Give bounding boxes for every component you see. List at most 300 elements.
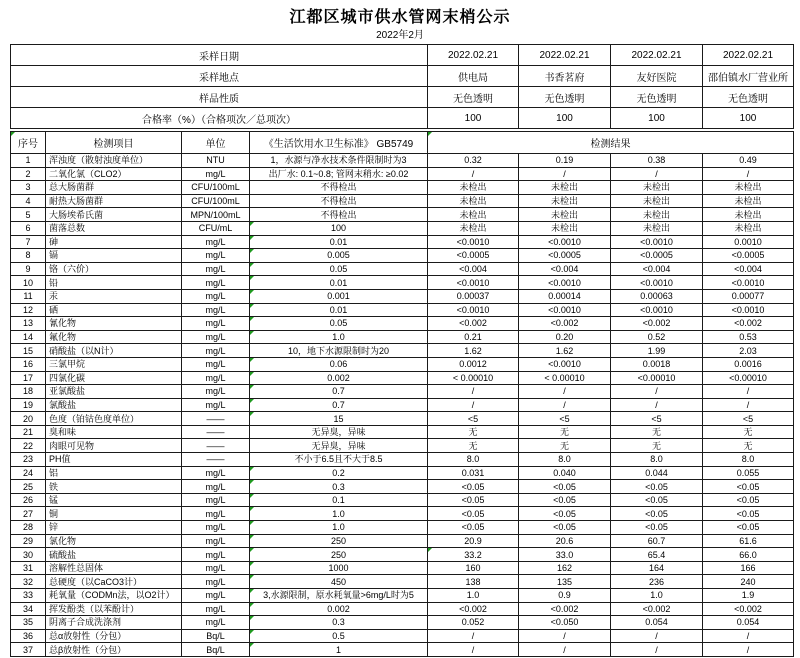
result-cell: 1.0 [428, 589, 519, 603]
result-cell: <5 [611, 412, 703, 426]
result-cell: 无 [703, 425, 794, 439]
result-cell: <0.002 [703, 602, 794, 616]
unit-cell: mg/L [182, 466, 250, 480]
result-cell: 0.031 [428, 466, 519, 480]
standard-cell: 100 [250, 221, 428, 235]
unit-cell: mg/L [182, 289, 250, 303]
result-cell: <0.05 [428, 493, 519, 507]
result-cell: <0.002 [428, 317, 519, 331]
sampling-info-value: 无色透明 [428, 87, 519, 108]
result-cell: 未检出 [611, 181, 703, 195]
result-cell: <0.002 [519, 317, 611, 331]
result-cell: / [703, 385, 794, 399]
result-cell: 236 [611, 575, 703, 589]
unit-cell: mg/L [182, 589, 250, 603]
result-cell: 未检出 [611, 194, 703, 208]
sampling-info-value: 供电局 [428, 66, 519, 87]
result-cell: <0.004 [611, 262, 703, 276]
result-cell: 166 [703, 561, 794, 575]
result-cell: / [428, 643, 519, 657]
row-number-cell: 14 [11, 330, 46, 344]
unit-cell: —— [182, 425, 250, 439]
result-cell: <0.0005 [519, 249, 611, 263]
result-cell: 0.20 [519, 330, 611, 344]
standard-cell: 0.06 [250, 357, 428, 371]
result-cell: <0.00010 [611, 371, 703, 385]
result-cell: / [428, 167, 519, 181]
result-cell: 20.6 [519, 534, 611, 548]
test-result-row [11, 575, 794, 589]
column-header-row [11, 132, 794, 154]
result-cell: 0.00063 [611, 289, 703, 303]
result-cell: <5 [428, 412, 519, 426]
standard-cell: 0.05 [250, 317, 428, 331]
test-result-row [11, 453, 794, 467]
standard-cell: 0.01 [250, 303, 428, 317]
test-result-row [11, 534, 794, 548]
row-number-cell: 27 [11, 507, 46, 521]
result-cell: / [519, 629, 611, 643]
item-name-cell: 色度（铂钴色度单位） [46, 412, 182, 426]
result-cell: 60.7 [611, 534, 703, 548]
item-name-cell: 亚氯酸盐 [46, 385, 182, 399]
standard-cell: 1，水源与净水技术条件限制时为3 [250, 154, 428, 168]
result-cell: 0.21 [428, 330, 519, 344]
unit-cell: MPN/100mL [182, 208, 250, 222]
sampling-info-value: 100 [611, 108, 703, 129]
result-cell: 未检出 [519, 208, 611, 222]
unit-cell: Bq/L [182, 629, 250, 643]
standard-cell: 1 [250, 643, 428, 657]
standard-cell: 3,水源限制，原水耗氧量>6mg/L时为5 [250, 589, 428, 603]
test-result-row [11, 439, 794, 453]
result-cell: 33.0 [519, 548, 611, 562]
standard-cell: 不得检出 [250, 194, 428, 208]
item-name-cell: 硫酸盐 [46, 548, 182, 562]
result-cell: <0.05 [519, 521, 611, 535]
row-number-cell: 26 [11, 493, 46, 507]
result-cell: 0.044 [611, 466, 703, 480]
result-cell: 无 [611, 425, 703, 439]
sampling-info-row [11, 87, 794, 108]
test-result-row [11, 276, 794, 290]
result-cell: 0.00014 [519, 289, 611, 303]
result-cell: 0.052 [428, 616, 519, 630]
result-cell: / [519, 398, 611, 412]
standard-cell: 10，地下水源限制时为20 [250, 344, 428, 358]
unit-cell: Bq/L [182, 643, 250, 657]
unit-cell: CFU/100mL [182, 181, 250, 195]
result-cell: / [703, 167, 794, 181]
result-cell: <0.0010 [519, 235, 611, 249]
item-name-cell: 总大肠菌群 [46, 181, 182, 195]
item-name-cell: 二氧化氯（CLO2） [46, 167, 182, 181]
result-cell: <0.05 [611, 507, 703, 521]
sampling-info-row [11, 45, 794, 66]
result-cell: 20.9 [428, 534, 519, 548]
col-header-results: 检测结果 [428, 132, 794, 154]
result-cell: 66.0 [703, 548, 794, 562]
result-cell: <0.050 [519, 616, 611, 630]
result-cell: 未检出 [703, 221, 794, 235]
sampling-info-label: 采样地点 [11, 66, 428, 87]
test-result-row [11, 616, 794, 630]
unit-cell: mg/L [182, 385, 250, 399]
row-number-cell: 16 [11, 357, 46, 371]
result-cell: 240 [703, 575, 794, 589]
result-cell: / [611, 167, 703, 181]
result-cell: 0.38 [611, 154, 703, 168]
sampling-info-label: 样品性质 [11, 87, 428, 108]
unit-cell: mg/L [182, 602, 250, 616]
standard-cell: 0.002 [250, 371, 428, 385]
unit-cell: —— [182, 412, 250, 426]
unit-cell: mg/L [182, 371, 250, 385]
unit-cell: mg/L [182, 303, 250, 317]
item-name-cell: 铅 [46, 276, 182, 290]
result-cell: 2.03 [703, 344, 794, 358]
sampling-info-value: 无色透明 [519, 87, 611, 108]
item-name-cell: 菌落总数 [46, 221, 182, 235]
sampling-info-row [11, 108, 794, 129]
row-number-cell: 29 [11, 534, 46, 548]
result-cell: / [428, 385, 519, 399]
result-cell: 0.055 [703, 466, 794, 480]
result-cell: 0.9 [519, 589, 611, 603]
unit-cell: mg/L [182, 548, 250, 562]
item-name-cell: PH值 [46, 453, 182, 467]
report-month: 2022年2月 [376, 30, 424, 41]
row-number-cell: 8 [11, 249, 46, 263]
sampling-info-value: 2022.02.21 [428, 45, 519, 66]
row-number-cell: 25 [11, 480, 46, 494]
result-cell: 138 [428, 575, 519, 589]
result-cell: <0.0010 [703, 276, 794, 290]
result-cell: / [611, 385, 703, 399]
result-cell: 0.054 [703, 616, 794, 630]
standard-cell: 0.3 [250, 616, 428, 630]
result-cell: 未检出 [703, 181, 794, 195]
row-number-cell: 11 [11, 289, 46, 303]
result-cell: 未检出 [611, 221, 703, 235]
result-cell: <0.05 [611, 493, 703, 507]
row-number-cell: 9 [11, 262, 46, 276]
page-title: 江都区城市供水管网末梢公示 [289, 9, 511, 26]
test-result-row [11, 317, 794, 331]
standard-cell: 0.01 [250, 235, 428, 249]
row-number-cell: 4 [11, 194, 46, 208]
result-cell: <0.0010 [519, 303, 611, 317]
test-result-row [11, 561, 794, 575]
col-header-unit: 单位 [182, 132, 250, 154]
result-cell: 未检出 [519, 181, 611, 195]
result-cell: <0.0005 [428, 249, 519, 263]
result-cell: 0.054 [611, 616, 703, 630]
standard-cell: 0.1 [250, 493, 428, 507]
result-cell: 未检出 [703, 208, 794, 222]
col-header-standard: 《生活饮用水卫生标准》 GB5749 [250, 132, 428, 154]
item-name-cell: 肉眼可见物 [46, 439, 182, 453]
standard-cell: 250 [250, 534, 428, 548]
item-name-cell: 铁 [46, 480, 182, 494]
sampling-info-value: 100 [428, 108, 519, 129]
standard-cell: 1.0 [250, 521, 428, 535]
row-number-cell: 34 [11, 602, 46, 616]
unit-cell: mg/L [182, 167, 250, 181]
sampling-info-table [10, 44, 794, 129]
unit-cell: mg/L [182, 262, 250, 276]
standard-cell: 无异臭，异味 [250, 425, 428, 439]
unit-cell: mg/L [182, 398, 250, 412]
unit-cell: mg/L [182, 616, 250, 630]
sampling-info-value: 无色透明 [703, 87, 794, 108]
test-result-row [11, 521, 794, 535]
item-name-cell: 总β放射性（分包） [46, 643, 182, 657]
unit-cell: —— [182, 439, 250, 453]
result-cell: 0.00037 [428, 289, 519, 303]
result-cell: 未检出 [703, 194, 794, 208]
test-result-row [11, 493, 794, 507]
standard-cell: 1000 [250, 561, 428, 575]
row-number-cell: 3 [11, 181, 46, 195]
item-name-cell: 硝酸盐（以N计） [46, 344, 182, 358]
test-result-row [11, 167, 794, 181]
result-cell: 135 [519, 575, 611, 589]
item-name-cell: 挥发酚类（以苯酚计） [46, 602, 182, 616]
row-number-cell: 37 [11, 643, 46, 657]
result-cell: <0.05 [519, 480, 611, 494]
row-number-cell: 6 [11, 221, 46, 235]
unit-cell: mg/L [182, 249, 250, 263]
result-cell: 未检出 [428, 208, 519, 222]
row-number-cell: 30 [11, 548, 46, 562]
result-cell: < 0.00010 [428, 371, 519, 385]
row-number-cell: 13 [11, 317, 46, 331]
result-cell: <0.0010 [428, 276, 519, 290]
standard-cell: 1.0 [250, 330, 428, 344]
unit-cell: mg/L [182, 534, 250, 548]
item-name-cell: 四氯化碳 [46, 371, 182, 385]
result-cell: 8.0 [428, 453, 519, 467]
item-name-cell: 镉 [46, 249, 182, 263]
result-cell: 33.2 [428, 548, 519, 562]
unit-cell: mg/L [182, 521, 250, 535]
sampling-info-value: 友好医院 [611, 66, 703, 87]
result-cell: <0.05 [428, 480, 519, 494]
result-cell: / [703, 629, 794, 643]
result-cell: 未检出 [611, 208, 703, 222]
test-result-row [11, 262, 794, 276]
result-cell: 0.0018 [611, 357, 703, 371]
test-results-table [10, 131, 794, 657]
row-number-cell: 31 [11, 561, 46, 575]
unit-cell: mg/L [182, 357, 250, 371]
result-cell: <0.05 [703, 507, 794, 521]
sampling-info-value: 2022.02.21 [519, 45, 611, 66]
item-name-cell: 氯酸盐 [46, 398, 182, 412]
unit-cell: —— [182, 453, 250, 467]
result-cell: 61.6 [703, 534, 794, 548]
standard-cell: 0.001 [250, 289, 428, 303]
result-cell: 无 [428, 439, 519, 453]
test-result-row [11, 249, 794, 263]
result-cell: 65.4 [611, 548, 703, 562]
test-result-row [11, 480, 794, 494]
standard-cell: 450 [250, 575, 428, 589]
result-cell: <0.05 [703, 521, 794, 535]
row-number-cell: 15 [11, 344, 46, 358]
row-number-cell: 36 [11, 629, 46, 643]
result-cell: 0.0010 [703, 235, 794, 249]
row-number-cell: 10 [11, 276, 46, 290]
result-cell: 1.0 [611, 589, 703, 603]
result-cell: 164 [611, 561, 703, 575]
result-cell: <0.05 [703, 493, 794, 507]
test-result-row [11, 602, 794, 616]
result-cell: 0.0016 [703, 357, 794, 371]
item-name-cell: 臭和味 [46, 425, 182, 439]
result-cell: <0.05 [611, 480, 703, 494]
item-name-cell: 铝 [46, 466, 182, 480]
result-cell: <0.05 [703, 480, 794, 494]
result-cell: 无 [519, 425, 611, 439]
item-name-cell: 砷 [46, 235, 182, 249]
result-cell: / [519, 385, 611, 399]
standard-cell: 0.005 [250, 249, 428, 263]
result-cell: 0.52 [611, 330, 703, 344]
row-number-cell: 12 [11, 303, 46, 317]
standard-cell: 0.7 [250, 385, 428, 399]
row-number-cell: 21 [11, 425, 46, 439]
test-result-row [11, 385, 794, 399]
item-name-cell: 三氯甲烷 [46, 357, 182, 371]
sampling-info-row [11, 66, 794, 87]
result-cell: 1.62 [428, 344, 519, 358]
result-cell: 8.0 [703, 453, 794, 467]
result-cell: <0.0005 [703, 249, 794, 263]
test-result-row [11, 235, 794, 249]
result-cell: 8.0 [611, 453, 703, 467]
test-result-row [11, 181, 794, 195]
result-cell: <0.0010 [611, 303, 703, 317]
unit-cell: mg/L [182, 480, 250, 494]
row-number-cell: 22 [11, 439, 46, 453]
standard-cell: 无异臭，异味 [250, 439, 428, 453]
test-result-row [11, 629, 794, 643]
sampling-info-value: 书香茗府 [519, 66, 611, 87]
row-number-cell: 33 [11, 589, 46, 603]
result-cell: 8.0 [519, 453, 611, 467]
result-cell: / [611, 629, 703, 643]
sampling-info-value: 2022.02.21 [611, 45, 703, 66]
unit-cell: mg/L [182, 561, 250, 575]
test-result-row [11, 289, 794, 303]
result-cell: <0.0010 [611, 235, 703, 249]
unit-cell: mg/L [182, 507, 250, 521]
result-cell: 0.00077 [703, 289, 794, 303]
result-cell: <0.002 [611, 317, 703, 331]
result-cell: 未检出 [519, 221, 611, 235]
result-cell: 未检出 [428, 181, 519, 195]
unit-cell: CFU/100mL [182, 194, 250, 208]
standard-cell: 不小于6.5且不大于8.5 [250, 453, 428, 467]
item-name-cell: 铜 [46, 507, 182, 521]
result-cell: 无 [611, 439, 703, 453]
standard-cell: 0.7 [250, 398, 428, 412]
result-cell: <0.0010 [611, 276, 703, 290]
result-cell: <0.05 [519, 507, 611, 521]
row-number-cell: 2 [11, 167, 46, 181]
unit-cell: mg/L [182, 344, 250, 358]
unit-cell: mg/L [182, 276, 250, 290]
result-cell: / [428, 629, 519, 643]
result-cell: 0.040 [519, 466, 611, 480]
result-cell: 0.49 [703, 154, 794, 168]
result-cell: 1.9 [703, 589, 794, 603]
item-name-cell: 氯化物 [46, 534, 182, 548]
result-cell: 无 [428, 425, 519, 439]
standard-cell: 0.5 [250, 629, 428, 643]
result-cell: <5 [703, 412, 794, 426]
result-cell: <0.0010 [428, 303, 519, 317]
result-cell: / [703, 398, 794, 412]
test-result-row [11, 154, 794, 168]
row-number-cell: 24 [11, 466, 46, 480]
test-result-row [11, 589, 794, 603]
result-cell: 未检出 [519, 194, 611, 208]
result-cell: <0.05 [428, 521, 519, 535]
item-name-cell: 大肠埃希氏菌 [46, 208, 182, 222]
row-number-cell: 35 [11, 616, 46, 630]
result-cell: 0.0012 [428, 357, 519, 371]
test-result-row [11, 425, 794, 439]
row-number-cell: 17 [11, 371, 46, 385]
unit-cell: mg/L [182, 493, 250, 507]
result-cell: 0.53 [703, 330, 794, 344]
row-number-cell: 32 [11, 575, 46, 589]
test-result-row [11, 357, 794, 371]
test-result-row [11, 398, 794, 412]
result-cell: 160 [428, 561, 519, 575]
result-cell: / [519, 167, 611, 181]
standard-cell: 不得检出 [250, 208, 428, 222]
result-cell: <0.002 [611, 602, 703, 616]
sampling-info-label: 采样日期 [11, 45, 428, 66]
test-result-row [11, 507, 794, 521]
result-cell: 无 [519, 439, 611, 453]
standard-cell: 1.0 [250, 507, 428, 521]
unit-cell: mg/L [182, 330, 250, 344]
item-name-cell: 总硬度（以CaCO3计） [46, 575, 182, 589]
item-name-cell: 铬（六价） [46, 262, 182, 276]
result-cell: 无 [703, 439, 794, 453]
test-result-row [11, 221, 794, 235]
test-result-row [11, 303, 794, 317]
test-result-row [11, 412, 794, 426]
item-name-cell: 锰 [46, 493, 182, 507]
result-cell: 1.62 [519, 344, 611, 358]
standard-cell: 0.002 [250, 602, 428, 616]
item-name-cell: 阴离子合成洗涤剂 [46, 616, 182, 630]
result-cell: 未检出 [428, 194, 519, 208]
row-number-cell: 19 [11, 398, 46, 412]
test-result-row [11, 548, 794, 562]
row-number-cell: 23 [11, 453, 46, 467]
item-name-cell: 氰化物 [46, 317, 182, 331]
result-cell: / [428, 398, 519, 412]
result-cell: <0.0010 [703, 303, 794, 317]
standard-cell: 出厂水: 0.1~0.8; 管网末稍水: ≥0.02 [250, 167, 428, 181]
